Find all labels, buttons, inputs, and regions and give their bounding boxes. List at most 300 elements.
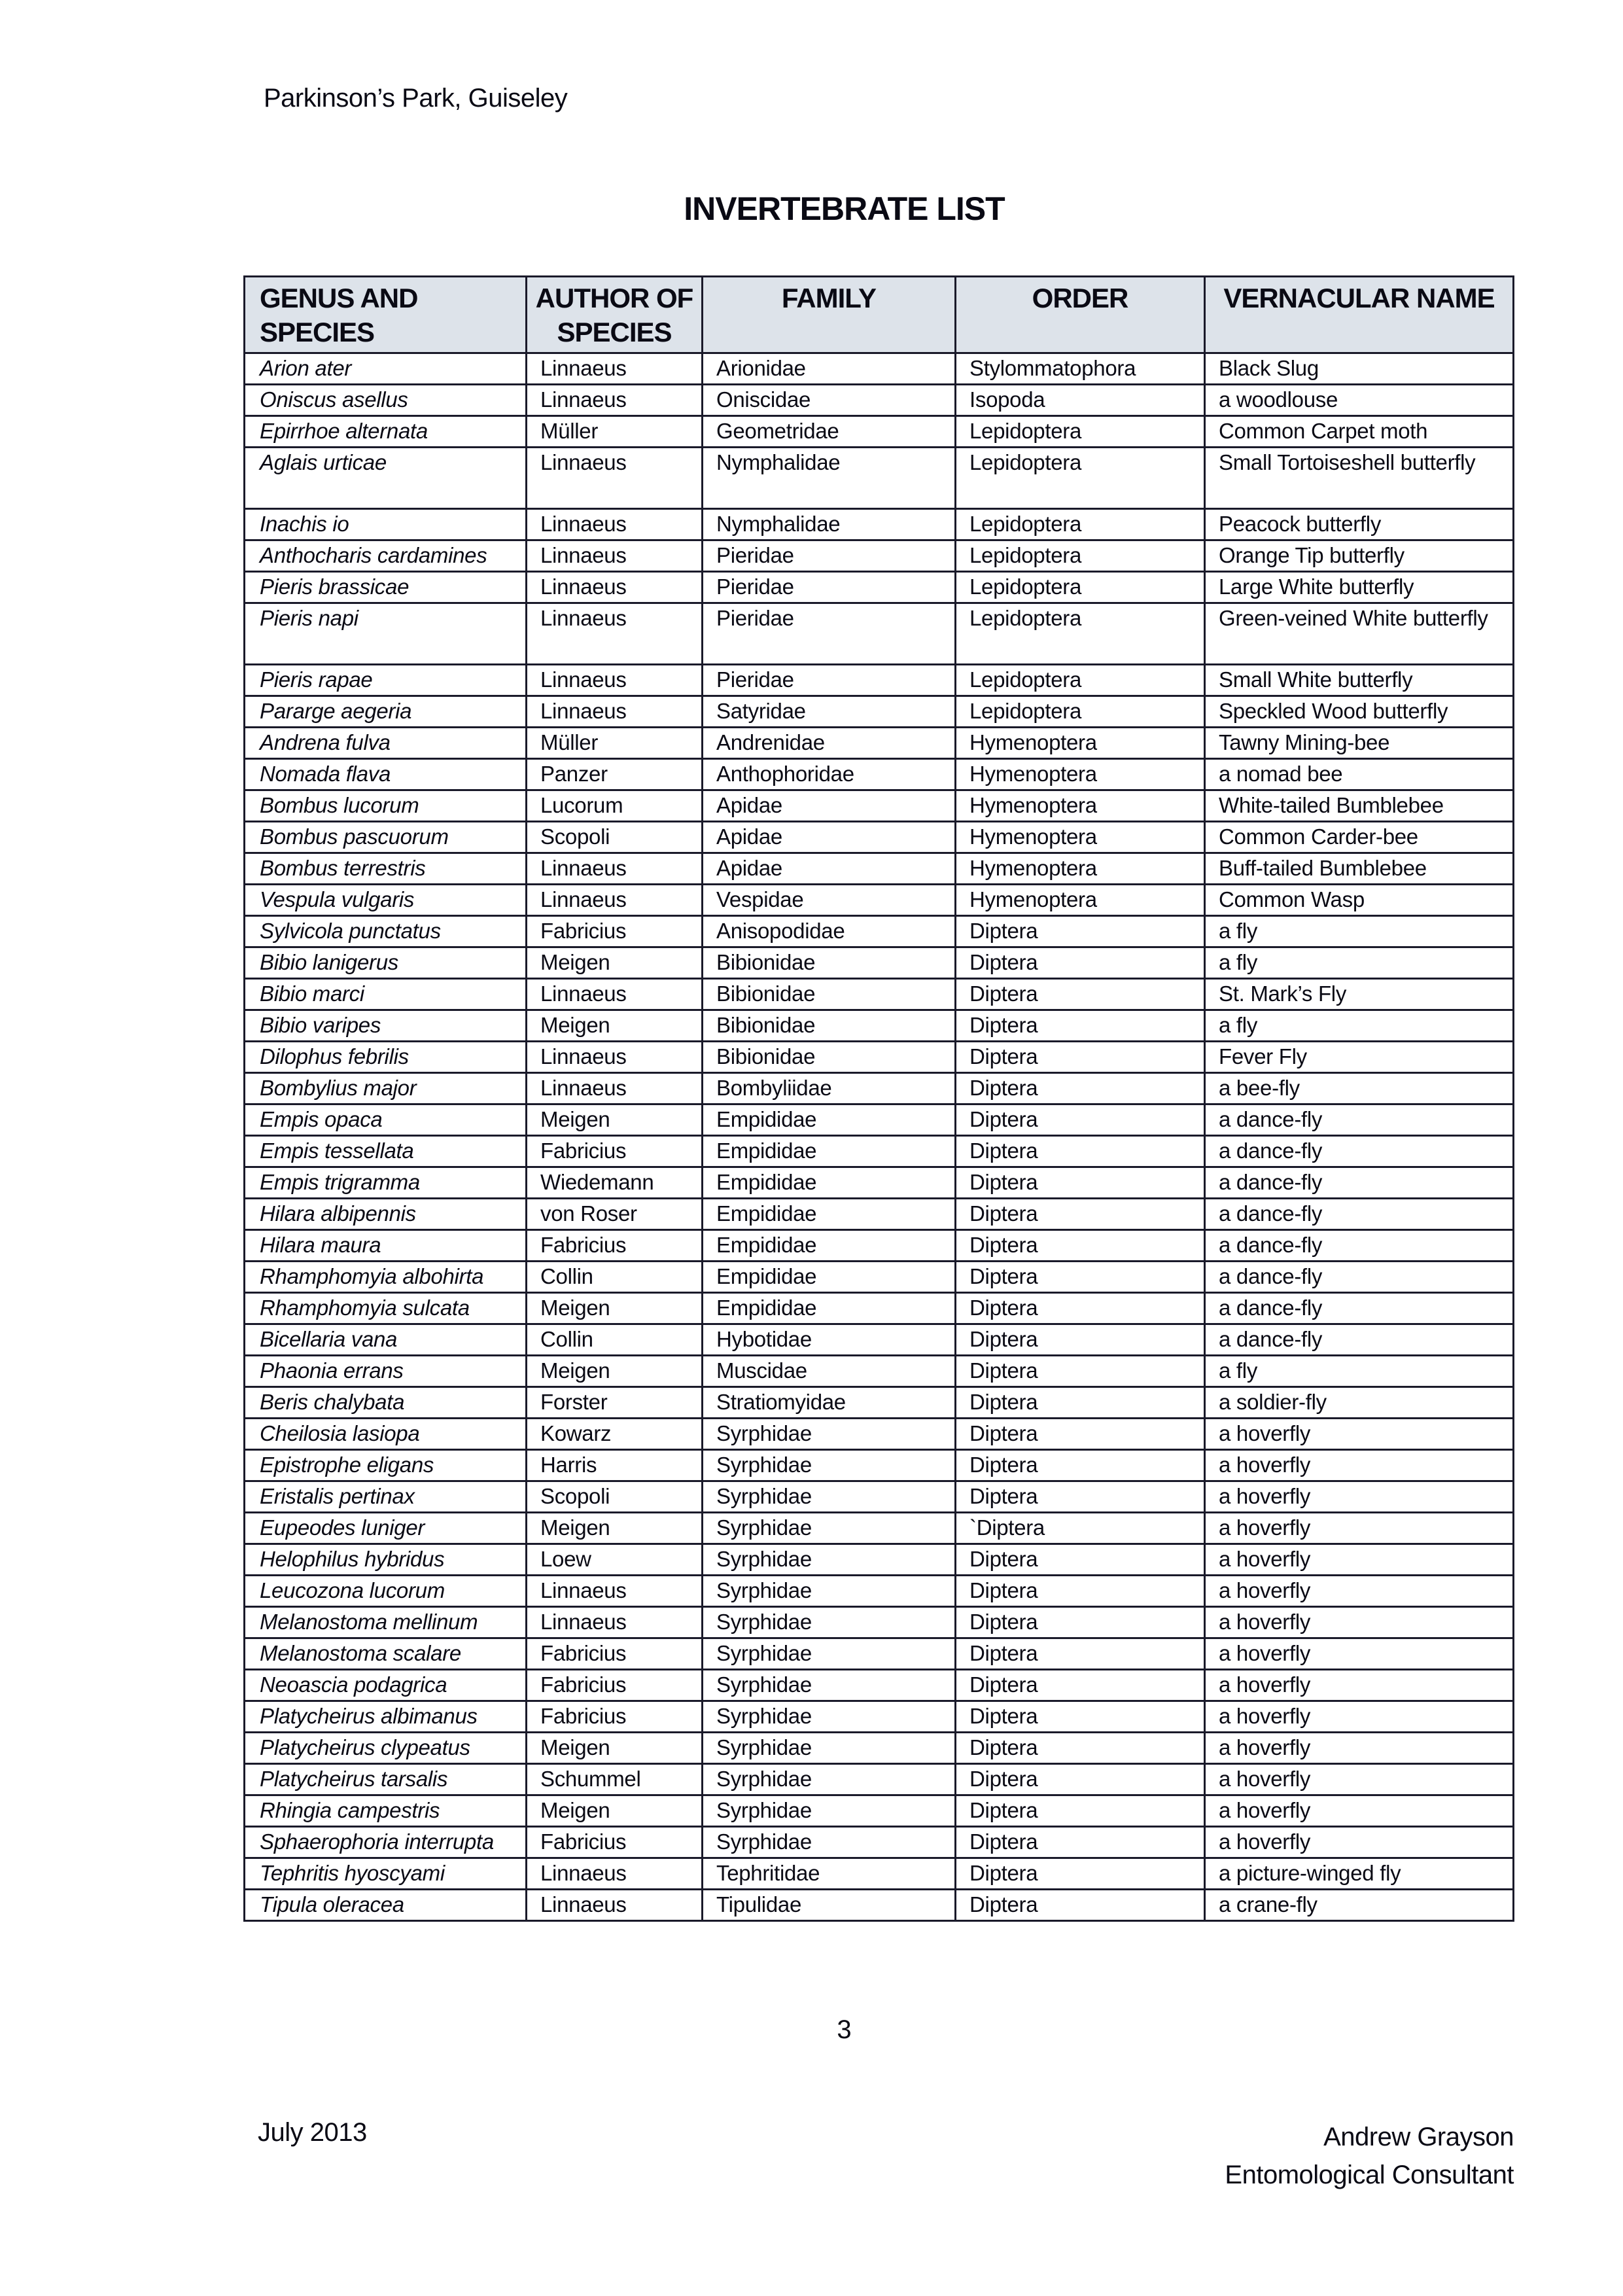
cell-author: Fabricius xyxy=(527,916,703,947)
cell-order: Diptera xyxy=(956,1481,1205,1513)
cell-order: Diptera xyxy=(956,1764,1205,1795)
table-row xyxy=(245,1010,1514,1042)
table-row xyxy=(245,1607,1514,1638)
cell-author: Schummel xyxy=(527,1764,703,1795)
cell-order: Diptera xyxy=(956,1701,1205,1733)
cell-author: Forster xyxy=(527,1387,703,1419)
cell-author: Meigen xyxy=(527,1733,703,1764)
cell-vernacular: a dance-fly xyxy=(1205,1262,1514,1293)
cell-author: Linnaeus xyxy=(527,540,703,572)
cell-genus: Leucozona lucorum xyxy=(245,1576,527,1607)
cell-author: Linnaeus xyxy=(527,353,703,385)
cell-family: Pieridae xyxy=(703,603,956,665)
cell-vernacular: a dance-fly xyxy=(1205,1324,1514,1356)
cell-author: Linnaeus xyxy=(527,1890,703,1921)
table-row xyxy=(245,385,1514,416)
cell-family: Apidae xyxy=(703,822,956,853)
cell-genus: Bombus lucorum xyxy=(245,790,527,822)
cell-family: Stratiomyidae xyxy=(703,1387,956,1419)
cell-genus: Bombylius major xyxy=(245,1073,527,1104)
cell-genus: Bicellaria vana xyxy=(245,1324,527,1356)
table-row xyxy=(245,1764,1514,1795)
table-row xyxy=(245,1481,1514,1513)
cell-order: Diptera xyxy=(956,1387,1205,1419)
cell-family: Andrenidae xyxy=(703,728,956,759)
cell-genus: Platycheirus clypeatus xyxy=(245,1733,527,1764)
table-row xyxy=(245,1733,1514,1764)
cell-order: Hymenoptera xyxy=(956,728,1205,759)
footer-author xyxy=(1225,2118,1514,2194)
table-row xyxy=(245,1230,1514,1262)
cell-genus: Andrena fulva xyxy=(245,728,527,759)
cell-vernacular: a picture-winged fly xyxy=(1205,1858,1514,1890)
cell-order: Diptera xyxy=(956,1450,1205,1481)
table-row xyxy=(245,885,1514,916)
cell-vernacular: Speckled Wood butterfly xyxy=(1205,696,1514,728)
cell-order: Diptera xyxy=(956,1073,1205,1104)
cell-genus: Epistrophe eligans xyxy=(245,1450,527,1481)
cell-order: Diptera xyxy=(956,979,1205,1010)
cell-order: Lepidoptera xyxy=(956,665,1205,696)
cell-author: Linnaeus xyxy=(527,1042,703,1073)
table-row xyxy=(245,1827,1514,1858)
table-row xyxy=(245,603,1514,665)
cell-genus: Rhamphomyia albohirta xyxy=(245,1262,527,1293)
table-row xyxy=(245,1387,1514,1419)
cell-vernacular: a fly xyxy=(1205,947,1514,979)
table-row xyxy=(245,1890,1514,1921)
cell-vernacular: a nomad bee xyxy=(1205,759,1514,790)
author-name: Andrew Grayson xyxy=(1323,2123,1514,2151)
table-row xyxy=(245,572,1514,603)
cell-author: Fabricius xyxy=(527,1701,703,1733)
cell-order: Diptera xyxy=(956,1890,1205,1921)
table-row xyxy=(245,509,1514,540)
cell-author: Linnaeus xyxy=(527,696,703,728)
cell-family: Syrphidae xyxy=(703,1576,956,1607)
page-number: 3 xyxy=(837,2015,852,2044)
document-title: INVERTEBRATE LIST xyxy=(684,190,1005,227)
cell-genus: Eristalis pertinax xyxy=(245,1481,527,1513)
cell-genus: Oniscus asellus xyxy=(245,385,527,416)
cell-order: Diptera xyxy=(956,1576,1205,1607)
cell-genus: Tipula oleracea xyxy=(245,1890,527,1921)
cell-order: Lepidoptera xyxy=(956,509,1205,540)
cell-vernacular: Fever Fly xyxy=(1205,1042,1514,1073)
cell-order: Diptera xyxy=(956,1042,1205,1073)
cell-author: Linnaeus xyxy=(527,1607,703,1638)
cell-order: Lepidoptera xyxy=(956,540,1205,572)
cell-vernacular: Black Slug xyxy=(1205,353,1514,385)
cell-vernacular: a soldier-fly xyxy=(1205,1387,1514,1419)
cell-order: Stylommatophora xyxy=(956,353,1205,385)
cell-family: Empididae xyxy=(703,1136,956,1167)
cell-vernacular: a fly xyxy=(1205,916,1514,947)
cell-genus: Tephritis hyoscyami xyxy=(245,1858,527,1890)
cell-order: Diptera xyxy=(956,1262,1205,1293)
cell-author: Loew xyxy=(527,1544,703,1576)
cell-family: Empididae xyxy=(703,1167,956,1199)
cell-family: Tephritidae xyxy=(703,1858,956,1890)
cell-order: Lepidoptera xyxy=(956,448,1205,509)
cell-family: Syrphidae xyxy=(703,1795,956,1827)
cell-author: Harris xyxy=(527,1450,703,1481)
cell-family: Vespidae xyxy=(703,885,956,916)
table-row xyxy=(245,1513,1514,1544)
table-row xyxy=(245,696,1514,728)
cell-author: Müller xyxy=(527,416,703,448)
cell-vernacular: a hoverfly xyxy=(1205,1607,1514,1638)
cell-author: Meigen xyxy=(527,1795,703,1827)
cell-genus: Helophilus hybridus xyxy=(245,1544,527,1576)
cell-family: Bibionidae xyxy=(703,979,956,1010)
cell-author: Collin xyxy=(527,1262,703,1293)
cell-genus: Neoascia podagrica xyxy=(245,1670,527,1701)
cell-order: Diptera xyxy=(956,916,1205,947)
cell-author: Scopoli xyxy=(527,822,703,853)
cell-family: Syrphidae xyxy=(703,1419,956,1450)
cell-order: Lepidoptera xyxy=(956,603,1205,665)
table-row xyxy=(245,1293,1514,1324)
cell-order: Lepidoptera xyxy=(956,416,1205,448)
cell-genus: Hilara albipennis xyxy=(245,1199,527,1230)
cell-family: Hybotidae xyxy=(703,1324,956,1356)
cell-family: Bibionidae xyxy=(703,1042,956,1073)
cell-author: Fabricius xyxy=(527,1670,703,1701)
cell-author: Meigen xyxy=(527,1356,703,1387)
cell-author: Linnaeus xyxy=(527,385,703,416)
cell-family: Syrphidae xyxy=(703,1450,956,1481)
cell-vernacular: a dance-fly xyxy=(1205,1167,1514,1199)
cell-vernacular: Small White butterfly xyxy=(1205,665,1514,696)
cell-vernacular: a dance-fly xyxy=(1205,1230,1514,1262)
cell-author: Linnaeus xyxy=(527,448,703,509)
cell-family: Empididae xyxy=(703,1104,956,1136)
cell-author: Panzer xyxy=(527,759,703,790)
cell-vernacular: Buff-tailed Bumblebee xyxy=(1205,853,1514,885)
cell-order: Diptera xyxy=(956,1324,1205,1356)
cell-author: Kowarz xyxy=(527,1419,703,1450)
cell-order: Diptera xyxy=(956,1199,1205,1230)
table-row xyxy=(245,1042,1514,1073)
table-row xyxy=(245,1324,1514,1356)
cell-author: Meigen xyxy=(527,947,703,979)
cell-vernacular: a fly xyxy=(1205,1356,1514,1387)
table-row xyxy=(245,353,1514,385)
footer-date: July 2013 xyxy=(258,2118,367,2147)
cell-genus: Aglais urticae xyxy=(245,448,527,509)
cell-genus: Rhingia campestris xyxy=(245,1795,527,1827)
table-row xyxy=(245,540,1514,572)
cell-order: Diptera xyxy=(956,1136,1205,1167)
table-row xyxy=(245,1795,1514,1827)
table-row xyxy=(245,947,1514,979)
cell-genus: Platycheirus tarsalis xyxy=(245,1764,527,1795)
cell-author: Lucorum xyxy=(527,790,703,822)
cell-author: Fabricius xyxy=(527,1827,703,1858)
cell-order: Diptera xyxy=(956,1293,1205,1324)
table-row xyxy=(245,1544,1514,1576)
cell-family: Syrphidae xyxy=(703,1733,956,1764)
cell-vernacular: Common Carpet moth xyxy=(1205,416,1514,448)
table-row xyxy=(245,1576,1514,1607)
column-header-order: ORDER xyxy=(956,277,1205,353)
cell-vernacular: Green-veined White butterfly xyxy=(1205,603,1514,665)
table-row xyxy=(245,728,1514,759)
cell-genus: Bombus terrestris xyxy=(245,853,527,885)
cell-vernacular: Common Wasp xyxy=(1205,885,1514,916)
cell-vernacular: a bee-fly xyxy=(1205,1073,1514,1104)
cell-genus: Bibio marci xyxy=(245,979,527,1010)
cell-order: Diptera xyxy=(956,1670,1205,1701)
cell-order: Diptera xyxy=(956,1858,1205,1890)
cell-author: Linnaeus xyxy=(527,979,703,1010)
cell-family: Syrphidae xyxy=(703,1607,956,1638)
cell-vernacular: St. Mark’s Fly xyxy=(1205,979,1514,1010)
cell-order: Diptera xyxy=(956,947,1205,979)
table-row xyxy=(245,1419,1514,1450)
cell-family: Nymphalidae xyxy=(703,509,956,540)
cell-vernacular: a woodlouse xyxy=(1205,385,1514,416)
cell-author: Meigen xyxy=(527,1104,703,1136)
cell-family: Anisopodidae xyxy=(703,916,956,947)
cell-author: Meigen xyxy=(527,1513,703,1544)
cell-family: Syrphidae xyxy=(703,1638,956,1670)
cell-author: von Roser xyxy=(527,1199,703,1230)
table-row xyxy=(245,665,1514,696)
table-row xyxy=(245,822,1514,853)
cell-author: Linnaeus xyxy=(527,1576,703,1607)
cell-order: Lepidoptera xyxy=(956,572,1205,603)
cell-genus: Dilophus febrilis xyxy=(245,1042,527,1073)
cell-author: Linnaeus xyxy=(527,885,703,916)
cell-order: Diptera xyxy=(956,1638,1205,1670)
cell-vernacular: a crane-fly xyxy=(1205,1890,1514,1921)
cell-family: Pieridae xyxy=(703,540,956,572)
cell-genus: Vespula vulgaris xyxy=(245,885,527,916)
cell-vernacular: a hoverfly xyxy=(1205,1670,1514,1701)
table-row xyxy=(245,853,1514,885)
column-header-family: FAMILY xyxy=(703,277,956,353)
cell-author: Fabricius xyxy=(527,1136,703,1167)
table-row xyxy=(245,1858,1514,1890)
cell-order: Diptera xyxy=(956,1544,1205,1576)
cell-family: Geometridae xyxy=(703,416,956,448)
cell-genus: Arion ater xyxy=(245,353,527,385)
cell-author: Scopoli xyxy=(527,1481,703,1513)
cell-genus: Platycheirus albimanus xyxy=(245,1701,527,1733)
cell-order: Hymenoptera xyxy=(956,759,1205,790)
cell-genus: Bibio varipes xyxy=(245,1010,527,1042)
cell-author: Fabricius xyxy=(527,1230,703,1262)
cell-vernacular: Small Tortoiseshell butterfly xyxy=(1205,448,1514,509)
cell-family: Apidae xyxy=(703,853,956,885)
cell-author: Müller xyxy=(527,728,703,759)
cell-genus: Empis trigramma xyxy=(245,1167,527,1199)
table-row xyxy=(245,1199,1514,1230)
cell-vernacular: a hoverfly xyxy=(1205,1419,1514,1450)
cell-genus: Pieris rapae xyxy=(245,665,527,696)
table-row xyxy=(245,916,1514,947)
table-row xyxy=(245,759,1514,790)
cell-vernacular: a hoverfly xyxy=(1205,1481,1514,1513)
cell-family: Oniscidae xyxy=(703,385,956,416)
table-row xyxy=(245,1356,1514,1387)
cell-vernacular: Common Carder-bee xyxy=(1205,822,1514,853)
cell-vernacular: Peacock butterfly xyxy=(1205,509,1514,540)
cell-author: Collin xyxy=(527,1324,703,1356)
cell-vernacular: a hoverfly xyxy=(1205,1764,1514,1795)
cell-family: Empididae xyxy=(703,1199,956,1230)
cell-family: Syrphidae xyxy=(703,1544,956,1576)
cell-genus: Cheilosia lasiopa xyxy=(245,1419,527,1450)
cell-family: Nymphalidae xyxy=(703,448,956,509)
cell-author: Linnaeus xyxy=(527,665,703,696)
cell-order: Diptera xyxy=(956,1827,1205,1858)
table-row xyxy=(245,790,1514,822)
table-row xyxy=(245,1262,1514,1293)
cell-author: Wiedemann xyxy=(527,1167,703,1199)
cell-author: Fabricius xyxy=(527,1638,703,1670)
cell-genus: Pararge aegeria xyxy=(245,696,527,728)
cell-genus: Epirrhoe alternata xyxy=(245,416,527,448)
cell-genus: Empis opaca xyxy=(245,1104,527,1136)
cell-vernacular: a hoverfly xyxy=(1205,1544,1514,1576)
cell-order: Diptera xyxy=(956,1010,1205,1042)
table-row xyxy=(245,1073,1514,1104)
cell-family: Bibionidae xyxy=(703,1010,956,1042)
cell-order: Lepidoptera xyxy=(956,696,1205,728)
cell-vernacular: a hoverfly xyxy=(1205,1701,1514,1733)
cell-family: Syrphidae xyxy=(703,1764,956,1795)
cell-order: Isopoda xyxy=(956,385,1205,416)
cell-genus: Sylvicola punctatus xyxy=(245,916,527,947)
cell-family: Syrphidae xyxy=(703,1481,956,1513)
cell-order: Diptera xyxy=(956,1419,1205,1450)
cell-vernacular: a dance-fly xyxy=(1205,1104,1514,1136)
cell-vernacular: a hoverfly xyxy=(1205,1576,1514,1607)
cell-order: Diptera xyxy=(956,1167,1205,1199)
cell-family: Bibionidae xyxy=(703,947,956,979)
author-title: Entomological Consultant xyxy=(1225,2161,1514,2189)
cell-author: Linnaeus xyxy=(527,853,703,885)
cell-vernacular: a hoverfly xyxy=(1205,1513,1514,1544)
cell-family: Muscidae xyxy=(703,1356,956,1387)
cell-order: Diptera xyxy=(956,1230,1205,1262)
cell-family: Syrphidae xyxy=(703,1827,956,1858)
cell-vernacular: a hoverfly xyxy=(1205,1795,1514,1827)
cell-family: Empididae xyxy=(703,1262,956,1293)
cell-genus: Anthocharis cardamines xyxy=(245,540,527,572)
cell-family: Empididae xyxy=(703,1230,956,1262)
cell-genus: Hilara maura xyxy=(245,1230,527,1262)
column-header-author: AUTHOR OF SPECIES xyxy=(527,277,703,353)
cell-order: Diptera xyxy=(956,1607,1205,1638)
cell-genus: Bibio lanigerus xyxy=(245,947,527,979)
cell-order: Diptera xyxy=(956,1356,1205,1387)
cell-author: Meigen xyxy=(527,1293,703,1324)
cell-family: Syrphidae xyxy=(703,1701,956,1733)
cell-author: Linnaeus xyxy=(527,572,703,603)
table-row xyxy=(245,448,1514,509)
cell-genus: Inachis io xyxy=(245,509,527,540)
cell-genus: Empis tessellata xyxy=(245,1136,527,1167)
cell-vernacular: a hoverfly xyxy=(1205,1450,1514,1481)
cell-genus: Nomada flava xyxy=(245,759,527,790)
cell-genus: Beris chalybata xyxy=(245,1387,527,1419)
table-row xyxy=(245,1104,1514,1136)
cell-family: Pieridae xyxy=(703,572,956,603)
cell-family: Bombyliidae xyxy=(703,1073,956,1104)
cell-order: Hymenoptera xyxy=(956,822,1205,853)
cell-genus: Melanostoma scalare xyxy=(245,1638,527,1670)
cell-vernacular: a hoverfly xyxy=(1205,1827,1514,1858)
cell-family: Tipulidae xyxy=(703,1890,956,1921)
cell-order: Hymenoptera xyxy=(956,853,1205,885)
cell-family: Satyridae xyxy=(703,696,956,728)
column-header-genus: GENUS AND SPECIES xyxy=(245,277,527,353)
cell-genus: Pieris napi xyxy=(245,603,527,665)
column-header-vernacular: VERNACULAR NAME xyxy=(1205,277,1514,353)
cell-genus: Sphaerophoria interrupta xyxy=(245,1827,527,1858)
cell-author: Linnaeus xyxy=(527,1858,703,1890)
cell-family: Syrphidae xyxy=(703,1513,956,1544)
cell-family: Empididae xyxy=(703,1293,956,1324)
cell-order: Hymenoptera xyxy=(956,790,1205,822)
cell-author: Meigen xyxy=(527,1010,703,1042)
table-row xyxy=(245,1670,1514,1701)
table-row xyxy=(245,979,1514,1010)
site-title: Parkinson’s Park, Guiseley xyxy=(264,84,568,113)
table-header-row xyxy=(245,277,1514,353)
cell-genus: Pieris brassicae xyxy=(245,572,527,603)
cell-vernacular: Orange Tip butterfly xyxy=(1205,540,1514,572)
cell-family: Pieridae xyxy=(703,665,956,696)
cell-family: Anthophoridae xyxy=(703,759,956,790)
cell-genus: Bombus pascuorum xyxy=(245,822,527,853)
cell-vernacular: a dance-fly xyxy=(1205,1199,1514,1230)
cell-order: Diptera xyxy=(956,1733,1205,1764)
cell-vernacular: a dance-fly xyxy=(1205,1136,1514,1167)
table-row xyxy=(245,1167,1514,1199)
table-body xyxy=(245,353,1514,1921)
table-row xyxy=(245,1701,1514,1733)
cell-genus: Phaonia errans xyxy=(245,1356,527,1387)
cell-order: Diptera xyxy=(956,1795,1205,1827)
table-row xyxy=(245,1136,1514,1167)
cell-vernacular: Tawny Mining-bee xyxy=(1205,728,1514,759)
cell-family: Apidae xyxy=(703,790,956,822)
table-row xyxy=(245,416,1514,448)
cell-vernacular: a hoverfly xyxy=(1205,1733,1514,1764)
cell-family: Syrphidae xyxy=(703,1670,956,1701)
cell-author: Linnaeus xyxy=(527,509,703,540)
cell-vernacular: a hoverfly xyxy=(1205,1638,1514,1670)
cell-order: Hymenoptera xyxy=(956,885,1205,916)
table-row xyxy=(245,1450,1514,1481)
cell-family: Arionidae xyxy=(703,353,956,385)
cell-author: Linnaeus xyxy=(527,1073,703,1104)
cell-vernacular: a fly xyxy=(1205,1010,1514,1042)
cell-genus: Eupeodes luniger xyxy=(245,1513,527,1544)
cell-author: Linnaeus xyxy=(527,603,703,665)
cell-genus: Melanostoma mellinum xyxy=(245,1607,527,1638)
cell-vernacular: a dance-fly xyxy=(1205,1293,1514,1324)
cell-vernacular: Large White butterfly xyxy=(1205,572,1514,603)
cell-order: `Diptera xyxy=(956,1513,1205,1544)
invertebrate-table xyxy=(243,275,1514,1922)
cell-genus: Rhamphomyia sulcata xyxy=(245,1293,527,1324)
